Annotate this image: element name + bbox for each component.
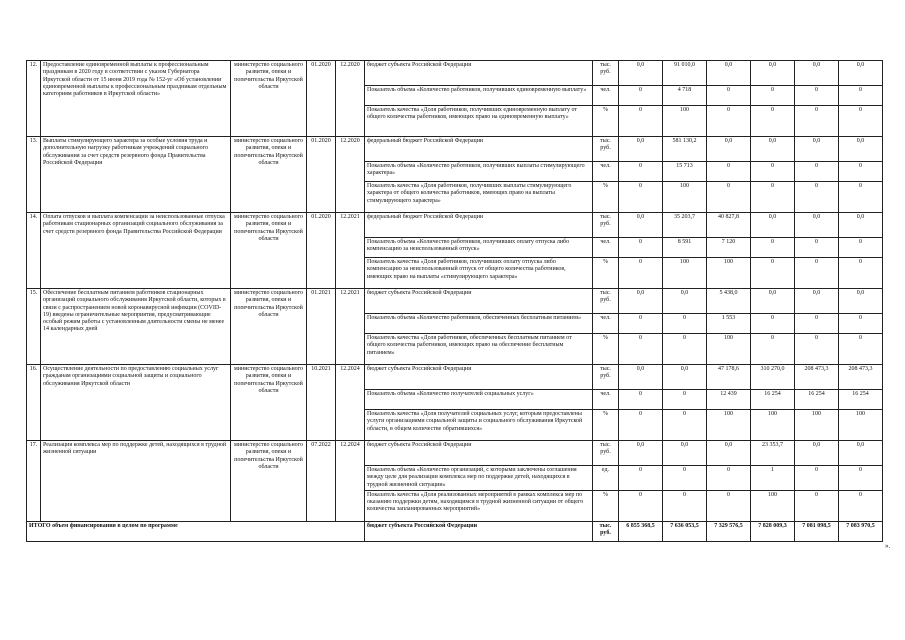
value-cell: 0,0 xyxy=(839,137,883,162)
total-row xyxy=(27,521,883,541)
value-cell: 0 xyxy=(751,258,795,289)
value-cell: 0,0 xyxy=(795,441,839,466)
indicator-cell: бюджет субъекта Российской Федерации xyxy=(365,441,593,466)
unit-cell: % xyxy=(593,182,619,213)
value-cell: 100 xyxy=(839,410,883,441)
value-cell: 0 xyxy=(795,106,839,137)
value-cell: 0 xyxy=(663,490,707,521)
executor: министерство социального развития, опеки и попечительства Иркутской области xyxy=(231,213,307,289)
value-cell: 16 254 xyxy=(795,390,839,410)
value-cell: 0 xyxy=(663,410,707,441)
value-cell: 1 xyxy=(751,466,795,491)
value-cell: 0,0 xyxy=(707,137,751,162)
value-cell: 100 xyxy=(707,334,751,365)
executor: министерство социального развития, опеки и попечительства Иркутской области xyxy=(231,61,307,137)
value-cell: 0 xyxy=(707,182,751,213)
start-date: 10.2021 xyxy=(307,365,336,441)
value-cell: 16 254 xyxy=(839,390,883,410)
value-cell: 0 xyxy=(795,334,839,365)
value-cell: 91 010,0 xyxy=(663,61,707,86)
value-cell: 0 xyxy=(619,466,663,491)
value-cell: 0,0 xyxy=(619,137,663,162)
total-value-cell: 7 081 098,5 xyxy=(795,521,839,541)
unit-cell: тыс. руб. xyxy=(593,441,619,466)
value-cell: 5 438,0 xyxy=(707,289,751,314)
value-cell: 0 xyxy=(839,314,883,334)
value-cell: 0 xyxy=(751,314,795,334)
value-cell: 100 xyxy=(751,410,795,441)
value-cell: 0 xyxy=(707,162,751,182)
value-cell: 0 xyxy=(751,182,795,213)
activity-name: Предоставление единовременной выплаты к профессиональным праздникам в 2020 году в соответствии с указом Губернатора Иркутской области от 15 июня 2019 года № 152-уг «Об установлении единовременной выплаты к профессиональным праздникам отдельным категориям работников в Иркутской области» xyxy=(41,61,231,137)
value-cell: 0 xyxy=(707,106,751,137)
closing-quote: ». xyxy=(885,542,891,550)
value-cell: 0,0 xyxy=(839,61,883,86)
value-cell: 0 xyxy=(707,466,751,491)
indicator-cell: федеральный бюджет Российской Федерации xyxy=(365,213,593,238)
value-cell: 0 xyxy=(619,314,663,334)
value-cell: 0 xyxy=(619,86,663,106)
value-cell: 0 xyxy=(839,162,883,182)
unit-cell: тыс. руб. xyxy=(593,137,619,162)
value-cell: 0 xyxy=(751,162,795,182)
indicator-cell: Показатель качества «Доля работников, получивших оплату отпуска либо компенсацию за неиспользованный отпуск от общего количества работников, имеющих право на выплаты «стимулирующего характера» xyxy=(365,258,593,289)
value-cell: 8 591 xyxy=(663,238,707,258)
value-cell: 35 203,7 xyxy=(663,213,707,238)
row-number: 13. xyxy=(27,137,41,213)
start-date: 07.2022 xyxy=(307,441,336,522)
value-cell: 208 473,3 xyxy=(839,365,883,390)
total-label: ИТОГО объем финансирования в целом по программе xyxy=(27,521,365,541)
value-cell: 0 xyxy=(619,182,663,213)
activity-name: Осуществление деятельности по предоставлению социальных услуг гражданам организациями социальной защиты и социального обслуживания Иркутской области xyxy=(41,365,231,441)
value-cell: 0 xyxy=(795,466,839,491)
indicator-cell: федеральный бюджет Российской Федерации xyxy=(365,137,593,162)
end-date: 12.2021 xyxy=(336,213,365,289)
indicator-cell: Показатель объема «Количество работников, получивших выплаты стимулирующего характера» xyxy=(365,162,593,182)
start-date: 01.2020 xyxy=(307,61,336,137)
value-cell: 0 xyxy=(619,238,663,258)
indicator-cell: бюджет субъекта Российской Федерации xyxy=(365,61,593,86)
activity-name: Обеспечение бесплатным питанием работников стационарных организаций социального обслуживания Иркутской области, которых в связи с распространением новой коронавирусной инфекции (COVID-19) введены ограничительные мероприятия, предусматривающие особый режим работы с установленным длительности смены не менее 14 календарных дней xyxy=(41,289,231,365)
total-value-cell: 7 828 009,3 xyxy=(751,521,795,541)
value-cell: 0,0 xyxy=(751,61,795,86)
unit-cell: тыс. руб. xyxy=(593,289,619,314)
value-cell: 0 xyxy=(839,182,883,213)
indicator-cell: Показатель объема «Количество работников, обеспеченных бесплатным питанием» xyxy=(365,314,593,334)
unit-cell: ед. xyxy=(593,466,619,491)
value-cell: 100 xyxy=(707,410,751,441)
end-date: 12.2021 xyxy=(336,289,365,365)
total-indicator: бюджет субъекта Российской Федерации xyxy=(365,521,593,541)
activity-name: Реализация комплекса мер по поддержке детей, находящихся в трудной жизненной ситуации xyxy=(41,441,231,522)
indicator-cell: Показатель качества «Доля работников, обеспеченных бесплатным питанием от общего количества работников, имеющих право на обеспечение бесплатным питанием» xyxy=(365,334,593,365)
unit-cell: чел. xyxy=(593,86,619,106)
value-cell: 0,0 xyxy=(619,441,663,466)
value-cell: 0 xyxy=(619,410,663,441)
table-row xyxy=(27,365,883,390)
unit-cell: % xyxy=(593,258,619,289)
indicator-cell: бюджет субъекта Российской Федерации xyxy=(365,289,593,314)
unit-cell: % xyxy=(593,410,619,441)
value-cell: 100 xyxy=(663,258,707,289)
value-cell: 0,0 xyxy=(795,137,839,162)
value-cell: 0 xyxy=(663,466,707,491)
total-value-cell: 7 083 970,5 xyxy=(839,521,883,541)
value-cell: 0,0 xyxy=(751,213,795,238)
value-cell: 208 473,3 xyxy=(795,365,839,390)
unit-cell: чел. xyxy=(593,238,619,258)
value-cell: 0 xyxy=(795,490,839,521)
row-number: 16. xyxy=(27,365,41,441)
unit-cell: тыс. руб. xyxy=(593,365,619,390)
value-cell: 0,0 xyxy=(619,365,663,390)
program-table-sheet xyxy=(26,60,882,542)
value-cell: 0,0 xyxy=(795,213,839,238)
value-cell: 0 xyxy=(839,86,883,106)
end-date: 12.2024 xyxy=(336,365,365,441)
value-cell: 0,0 xyxy=(839,289,883,314)
value-cell: 0 xyxy=(795,314,839,334)
value-cell: 23 353,7 xyxy=(751,441,795,466)
value-cell: 0 xyxy=(839,334,883,365)
indicator-cell: Показатель качества «Доля работников, получивших выплаты стимулирующего характера от общего количества работников, имеющих право на выплаты стимулирующего характера» xyxy=(365,182,593,213)
row-number: 14. xyxy=(27,213,41,289)
value-cell: 0 xyxy=(751,334,795,365)
row-number: 15. xyxy=(27,289,41,365)
end-date: 12.2024 xyxy=(336,441,365,522)
total-value-cell: 7 636 053,5 xyxy=(663,521,707,541)
unit-cell: тыс. руб. xyxy=(593,213,619,238)
value-cell: 0,0 xyxy=(839,441,883,466)
end-date: 12.2020 xyxy=(336,137,365,213)
indicator-cell: Показатель объема «Количество организаций, с которыми заключены соглашения между целе для реализации комплекса мер по поддержке детей, находящихся в трудной жизненной ситуации» xyxy=(365,466,593,491)
value-cell: 0 xyxy=(795,86,839,106)
value-cell: 0,0 xyxy=(707,61,751,86)
indicator-cell: бюджет субъекта Российской Федерации xyxy=(365,365,593,390)
value-cell: 0,0 xyxy=(619,61,663,86)
value-cell: 7 120 xyxy=(707,238,751,258)
value-cell: 0,0 xyxy=(619,213,663,238)
row-number: 17. xyxy=(27,441,41,522)
value-cell: 0,0 xyxy=(795,289,839,314)
value-cell: 0,0 xyxy=(663,289,707,314)
value-cell: 0 xyxy=(751,106,795,137)
start-date: 01.2021 xyxy=(307,289,336,365)
value-cell: 0 xyxy=(839,258,883,289)
activity-name: Оплата отпусков и выплата компенсации за неиспользованные отпуска работникам стационарных организаций социального обслуживания за счет средств резервного фонда Правительства Российской Федерации xyxy=(41,213,231,289)
value-cell: 0 xyxy=(795,238,839,258)
value-cell: 0 xyxy=(839,490,883,521)
total-unit: тыс. руб. xyxy=(593,521,619,541)
indicator-cell: Показатель качества «Доля работников, получивших единовременную выплату от общего количества работников, имеющих право на единовременную выплату» xyxy=(365,106,593,137)
value-cell: 100 xyxy=(663,182,707,213)
indicator-cell: Показатель качества «Доля реализованных мероприятий в рамках комплекса мер по оказанию поддержки детям, находящимся в трудной жизненной ситуации от общего количества запланированных мероприятий» xyxy=(365,490,593,521)
value-cell: 0 xyxy=(619,334,663,365)
unit-cell: чел. xyxy=(593,162,619,182)
value-cell: 0,0 xyxy=(751,137,795,162)
value-cell: 47 178,6 xyxy=(707,365,751,390)
unit-cell: тыс. руб. xyxy=(593,61,619,86)
value-cell: 0 xyxy=(619,490,663,521)
value-cell: 100 xyxy=(751,490,795,521)
unit-cell: % xyxy=(593,106,619,137)
value-cell: 0 xyxy=(795,258,839,289)
value-cell: 100 xyxy=(663,106,707,137)
executor: министерство социального развития, опеки и попечительства Иркутской области xyxy=(231,441,307,522)
value-cell: 0 xyxy=(663,314,707,334)
indicator-cell: Показатель качества «Доля получателей социальных услуг, которым предоставлены услуги организациями социальной защиты и социального обслуживания Иркутской области, в общем количестве обратившихся» xyxy=(365,410,593,441)
value-cell: 0 xyxy=(751,86,795,106)
value-cell: 0 xyxy=(663,334,707,365)
executor: министерство социального развития, опеки и попечительства Иркутской области xyxy=(231,137,307,213)
indicator-cell: Показатель объема «Количество работников, получивших единовременную выплату» xyxy=(365,86,593,106)
value-cell: 0,0 xyxy=(795,61,839,86)
executor: министерство социального развития, опеки и попечительства Иркутской области xyxy=(231,365,307,441)
value-cell: 581 130,2 xyxy=(663,137,707,162)
unit-cell: % xyxy=(593,334,619,365)
value-cell: 0,0 xyxy=(751,289,795,314)
executor: министерство социального развития, опеки и попечительства Иркутской области xyxy=(231,289,307,365)
value-cell: 0 xyxy=(795,162,839,182)
start-date: 01.2020 xyxy=(307,213,336,289)
value-cell: 0,0 xyxy=(839,213,883,238)
value-cell: 4 718 xyxy=(663,86,707,106)
value-cell: 0 xyxy=(663,390,707,410)
unit-cell: % xyxy=(593,490,619,521)
unit-cell: чел. xyxy=(593,314,619,334)
program-table xyxy=(26,60,883,542)
end-date: 12.2020 xyxy=(336,61,365,137)
value-cell: 0 xyxy=(839,106,883,137)
value-cell: 40 827,8 xyxy=(707,213,751,238)
value-cell: 310 270,0 xyxy=(751,365,795,390)
value-cell: 0 xyxy=(839,238,883,258)
value-cell: 0 xyxy=(707,86,751,106)
value-cell: 0,0 xyxy=(707,441,751,466)
indicator-cell: Показатель объема «Количество работников, получивших оплату отпуска либо компенсацию за неиспользованный отпуск» xyxy=(365,238,593,258)
value-cell: 0 xyxy=(619,106,663,137)
value-cell: 0 xyxy=(619,258,663,289)
start-date: 01.2020 xyxy=(307,137,336,213)
value-cell: 15 713 xyxy=(663,162,707,182)
activity-name: Выплаты стимулирующего характера за особые условия труда и дополнительную нагрузку работникам учреждений социального обслуживания за счет средств резервного фонда Правительства Российской Федерации xyxy=(41,137,231,213)
table-row xyxy=(27,137,883,162)
value-cell: 0 xyxy=(619,390,663,410)
unit-cell: чел. xyxy=(593,390,619,410)
indicator-cell: Показатель объема «Количество получателей социальных услуг» xyxy=(365,390,593,410)
table-row xyxy=(27,61,883,86)
value-cell: 100 xyxy=(707,258,751,289)
table-row xyxy=(27,441,883,466)
table-row xyxy=(27,213,883,238)
table-row xyxy=(27,289,883,314)
value-cell: 1 553 xyxy=(707,314,751,334)
total-value-cell: 6 855 368,5 xyxy=(619,521,663,541)
value-cell: 0,0 xyxy=(619,289,663,314)
row-number: 12. xyxy=(27,61,41,137)
value-cell: 12 439 xyxy=(707,390,751,410)
value-cell: 0,0 xyxy=(663,441,707,466)
value-cell: 0 xyxy=(839,466,883,491)
value-cell: 0 xyxy=(751,238,795,258)
value-cell: 0 xyxy=(707,490,751,521)
value-cell: 0,0 xyxy=(663,365,707,390)
total-value-cell: 7 329 576,5 xyxy=(707,521,751,541)
value-cell: 16 254 xyxy=(751,390,795,410)
value-cell: 0 xyxy=(795,182,839,213)
value-cell: 0 xyxy=(619,162,663,182)
value-cell: 100 xyxy=(795,410,839,441)
